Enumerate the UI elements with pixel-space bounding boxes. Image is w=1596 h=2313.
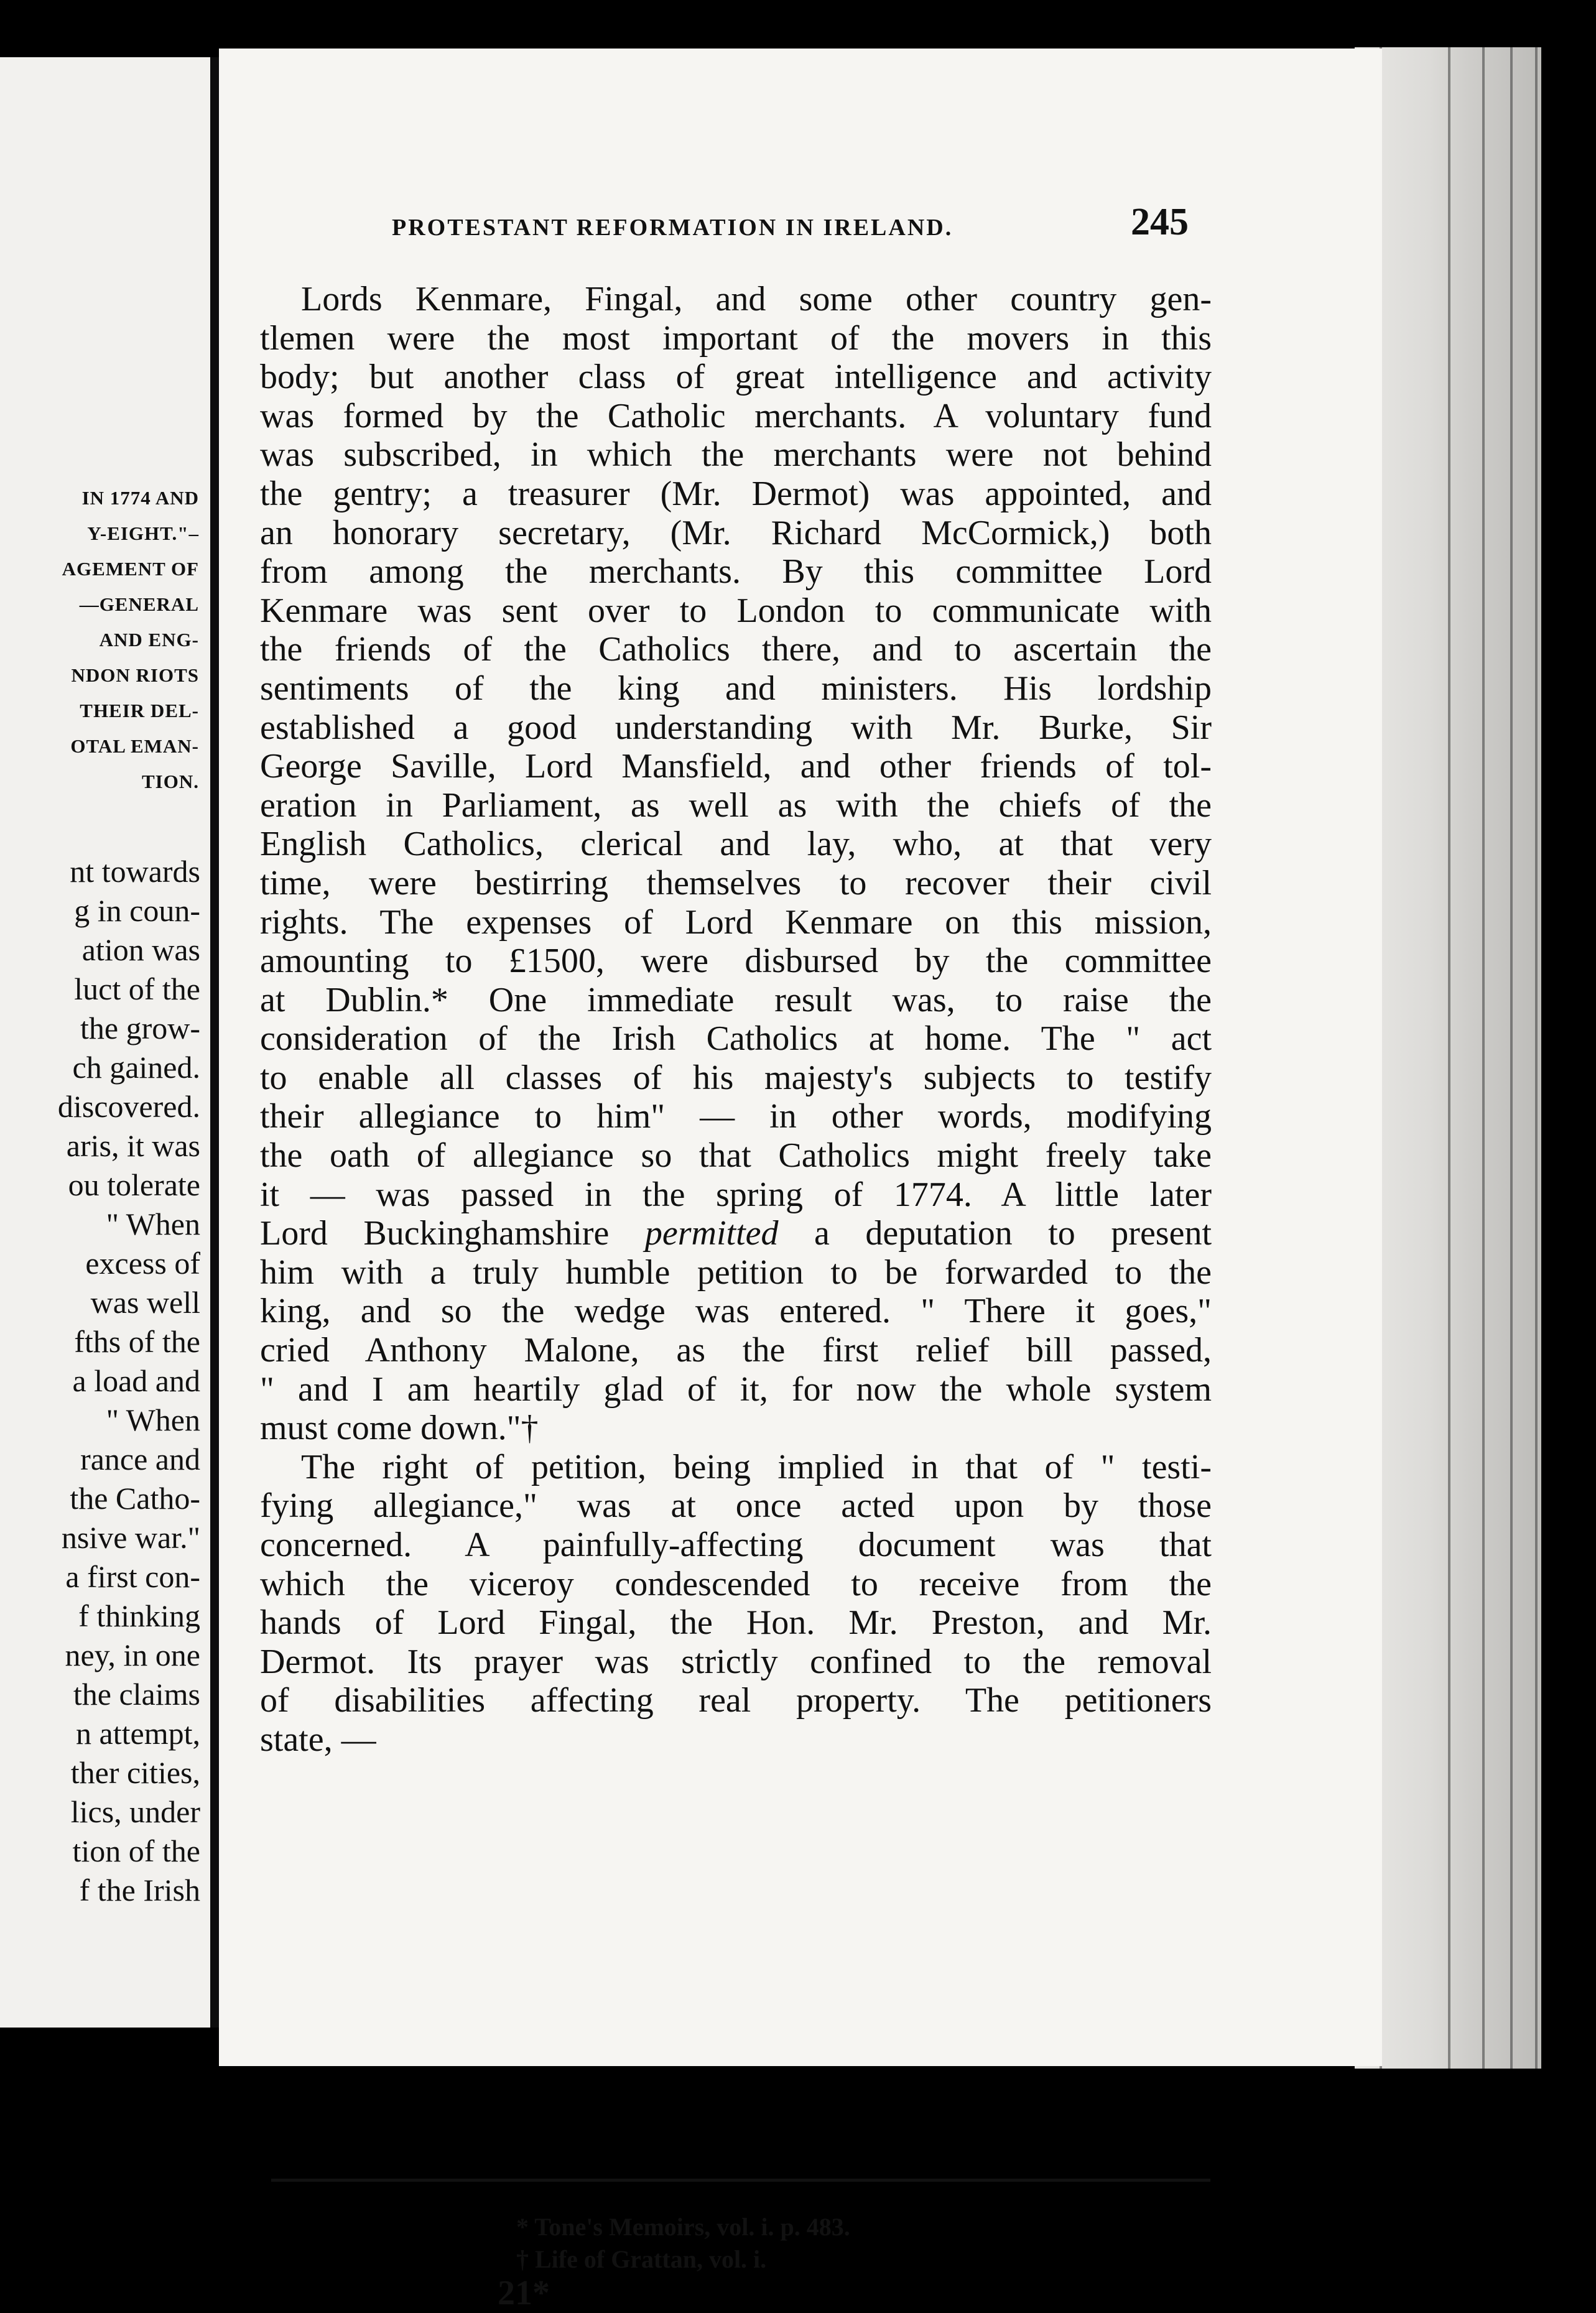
left-page-fragment [0,57,211,2028]
italic-emphasis: permitted [644,1214,779,1253]
paragraph-2 [260,1448,1212,1759]
left-chapter-summary [0,480,199,799]
left-body-line: luct of the [74,971,200,1006]
left-header-line: Y-EIGHT."– [87,522,199,544]
left-body-line: ation was [81,932,200,967]
left-body-line: " When [106,1207,200,1241]
text-line: the oath of allegiance so that Catholics might freely take [260,1136,1212,1175]
left-body-line: tion of the [72,1833,200,1868]
left-header-line: OTAL EMAN- [70,735,199,757]
left-header-line: THEIR DEL- [80,700,199,721]
left-body-line: f thinking [78,1598,200,1633]
left-header-line: AGEMENT OF [62,558,199,580]
left-body-line: nsive war." [61,1520,200,1555]
text-line: " and I am heartily glad of it, for now the whole system [260,1370,1212,1409]
text-line: concerned. A painfully-affecting document was that [260,1526,1212,1564]
text-line: king, and so the wedge was entered. " There it goes," [260,1292,1212,1331]
text-line: to enable all classes of his majesty's subjects to testify [260,1058,1212,1097]
text-line: him with a truly humble petition to be forwarded to the [260,1253,1212,1292]
left-body-line: a first con- [65,1559,200,1594]
text-line: Lords Kenmare, Fingal, and some other country gen- [301,280,1212,318]
left-body-line: n attempt, [76,1716,200,1751]
text-line: tlemen were the most important of the movers in this [260,318,1212,358]
text-line: from among the merchants. By this committee Lord [260,552,1212,591]
footnote-grattan: † Life of Grattan, vol. i. [516,2245,767,2273]
left-body-line: the grow- [80,1011,200,1045]
text-line: Dermot. Its prayer was strictly confined to the removal [260,1642,1212,1681]
footnotes [516,2211,850,2276]
page-edge-line [1535,47,1538,2069]
paragraph-1 [260,280,1212,1448]
text-line: George Saville, Lord Mansfield, and other friends of tol- [260,747,1212,786]
left-body-line: the claims [73,1677,200,1712]
text-line: which the viceroy condescended to receive from the [260,1564,1212,1603]
text-line: rights. The expenses of Lord Kenmare on this mission, [260,902,1212,942]
running-head: PROTESTANT REFORMATION IN IRELAND. [392,215,953,241]
footnote-tone: * Tone's Memoirs, vol. i. p. 483. [516,2213,850,2241]
text-line: was subscribed, in which the merchants were not behind [260,435,1212,475]
text-line: Kenmare was sent over to London to communicate with [260,591,1212,630]
text-line: time, were bestirring themselves to recover their civil [260,863,1212,902]
main-body-text [260,280,1212,1759]
left-body-line: " When [106,1402,200,1437]
text-line: The right of petition, being implied in that of " testi- [301,1447,1212,1486]
text-line: of disabilities affecting real property. The petitioners [260,1681,1212,1720]
left-body-line: lics, under [70,1794,200,1829]
left-body-line: fths of the [74,1324,200,1359]
page-edge-line [1510,47,1513,2069]
text-line: amounting to £1500, were disbursed by the committee [260,942,1212,981]
page-edge-stack [1355,47,1541,2069]
text-line: the gentry; a treasurer (Mr. Dermot) was appointed, and [260,474,1212,513]
text-line: body; but another class of great intelligence and activity [260,358,1212,397]
page-edge-line [1448,47,1450,2069]
left-body-line: was well [90,1285,200,1320]
left-header-line: —GENERAL [79,593,199,615]
left-body-line: ou tolerate [68,1167,200,1202]
left-body-line: aris, it was [66,1128,200,1163]
left-body-line: the Catho- [70,1481,200,1516]
left-body-line: f the Irish [79,1873,200,1907]
left-body-line: ther cities, [70,1755,200,1790]
text-line: consideration of the Irish Catholics at home. The " act [260,1019,1212,1059]
text-line: fying allegiance," was at once acted upon by those [260,1486,1212,1526]
text-line: at Dublin.* One immediate result was, to raise the [260,980,1212,1019]
page-number: 245 [1131,201,1189,243]
text-line: an honorary secretary, (Mr. Richard McCormick,) both [260,513,1212,552]
left-body-line: discovered. [57,1089,200,1124]
page-edge-line [1482,47,1485,2069]
left-header-line: TION. [142,771,199,792]
text-line: sentiments of the king and ministers. His lordship [260,669,1212,708]
left-header-line: IN 1774 AND [81,487,199,509]
footnote-rule [271,2179,1210,2182]
left-body-text [0,852,200,1910]
text-line: it — was passed in the spring of 1774. A little later [260,1175,1212,1214]
left-body-line: nt towards [70,854,200,889]
text-line: their allegiance to him" — in other words, modifying [260,1097,1212,1136]
text-line: state, — [260,1720,376,1759]
text-line: was formed by the Catholic merchants. A voluntary fund [260,396,1212,435]
signature-mark: 21* [498,2274,550,2312]
left-body-line: a load and [72,1363,200,1398]
left-header-line: AND ENG- [99,629,199,651]
text-line: Lord Buckinghamshire permitted a deputation to present [260,1214,1212,1253]
text-line: must come down."† [260,1409,539,1448]
text-line: hands of Lord Fingal, the Hon. Mr. Preston, and Mr. [260,1603,1212,1643]
left-body-line: excess of [85,1246,200,1281]
text-line: cried Anthony Malone, as the first relief bill passed, [260,1331,1212,1370]
text-line: English Catholics, clerical and lay, who, at that very [260,825,1212,864]
text-line: the friends of the Catholics there, and to ascertain the [260,630,1212,669]
left-body-line: rance and [80,1442,200,1476]
left-body-line: g in coun- [74,893,200,928]
left-header-line: NDON RIOTS [71,664,199,686]
text-line: eration in Parliament, as well as with the chiefs of the [260,786,1212,825]
text-line: established a good understanding with Mr. Burke, Sir [260,708,1212,747]
left-body-line: ney, in one [65,1638,200,1672]
left-body-line: ch gained. [72,1050,200,1085]
